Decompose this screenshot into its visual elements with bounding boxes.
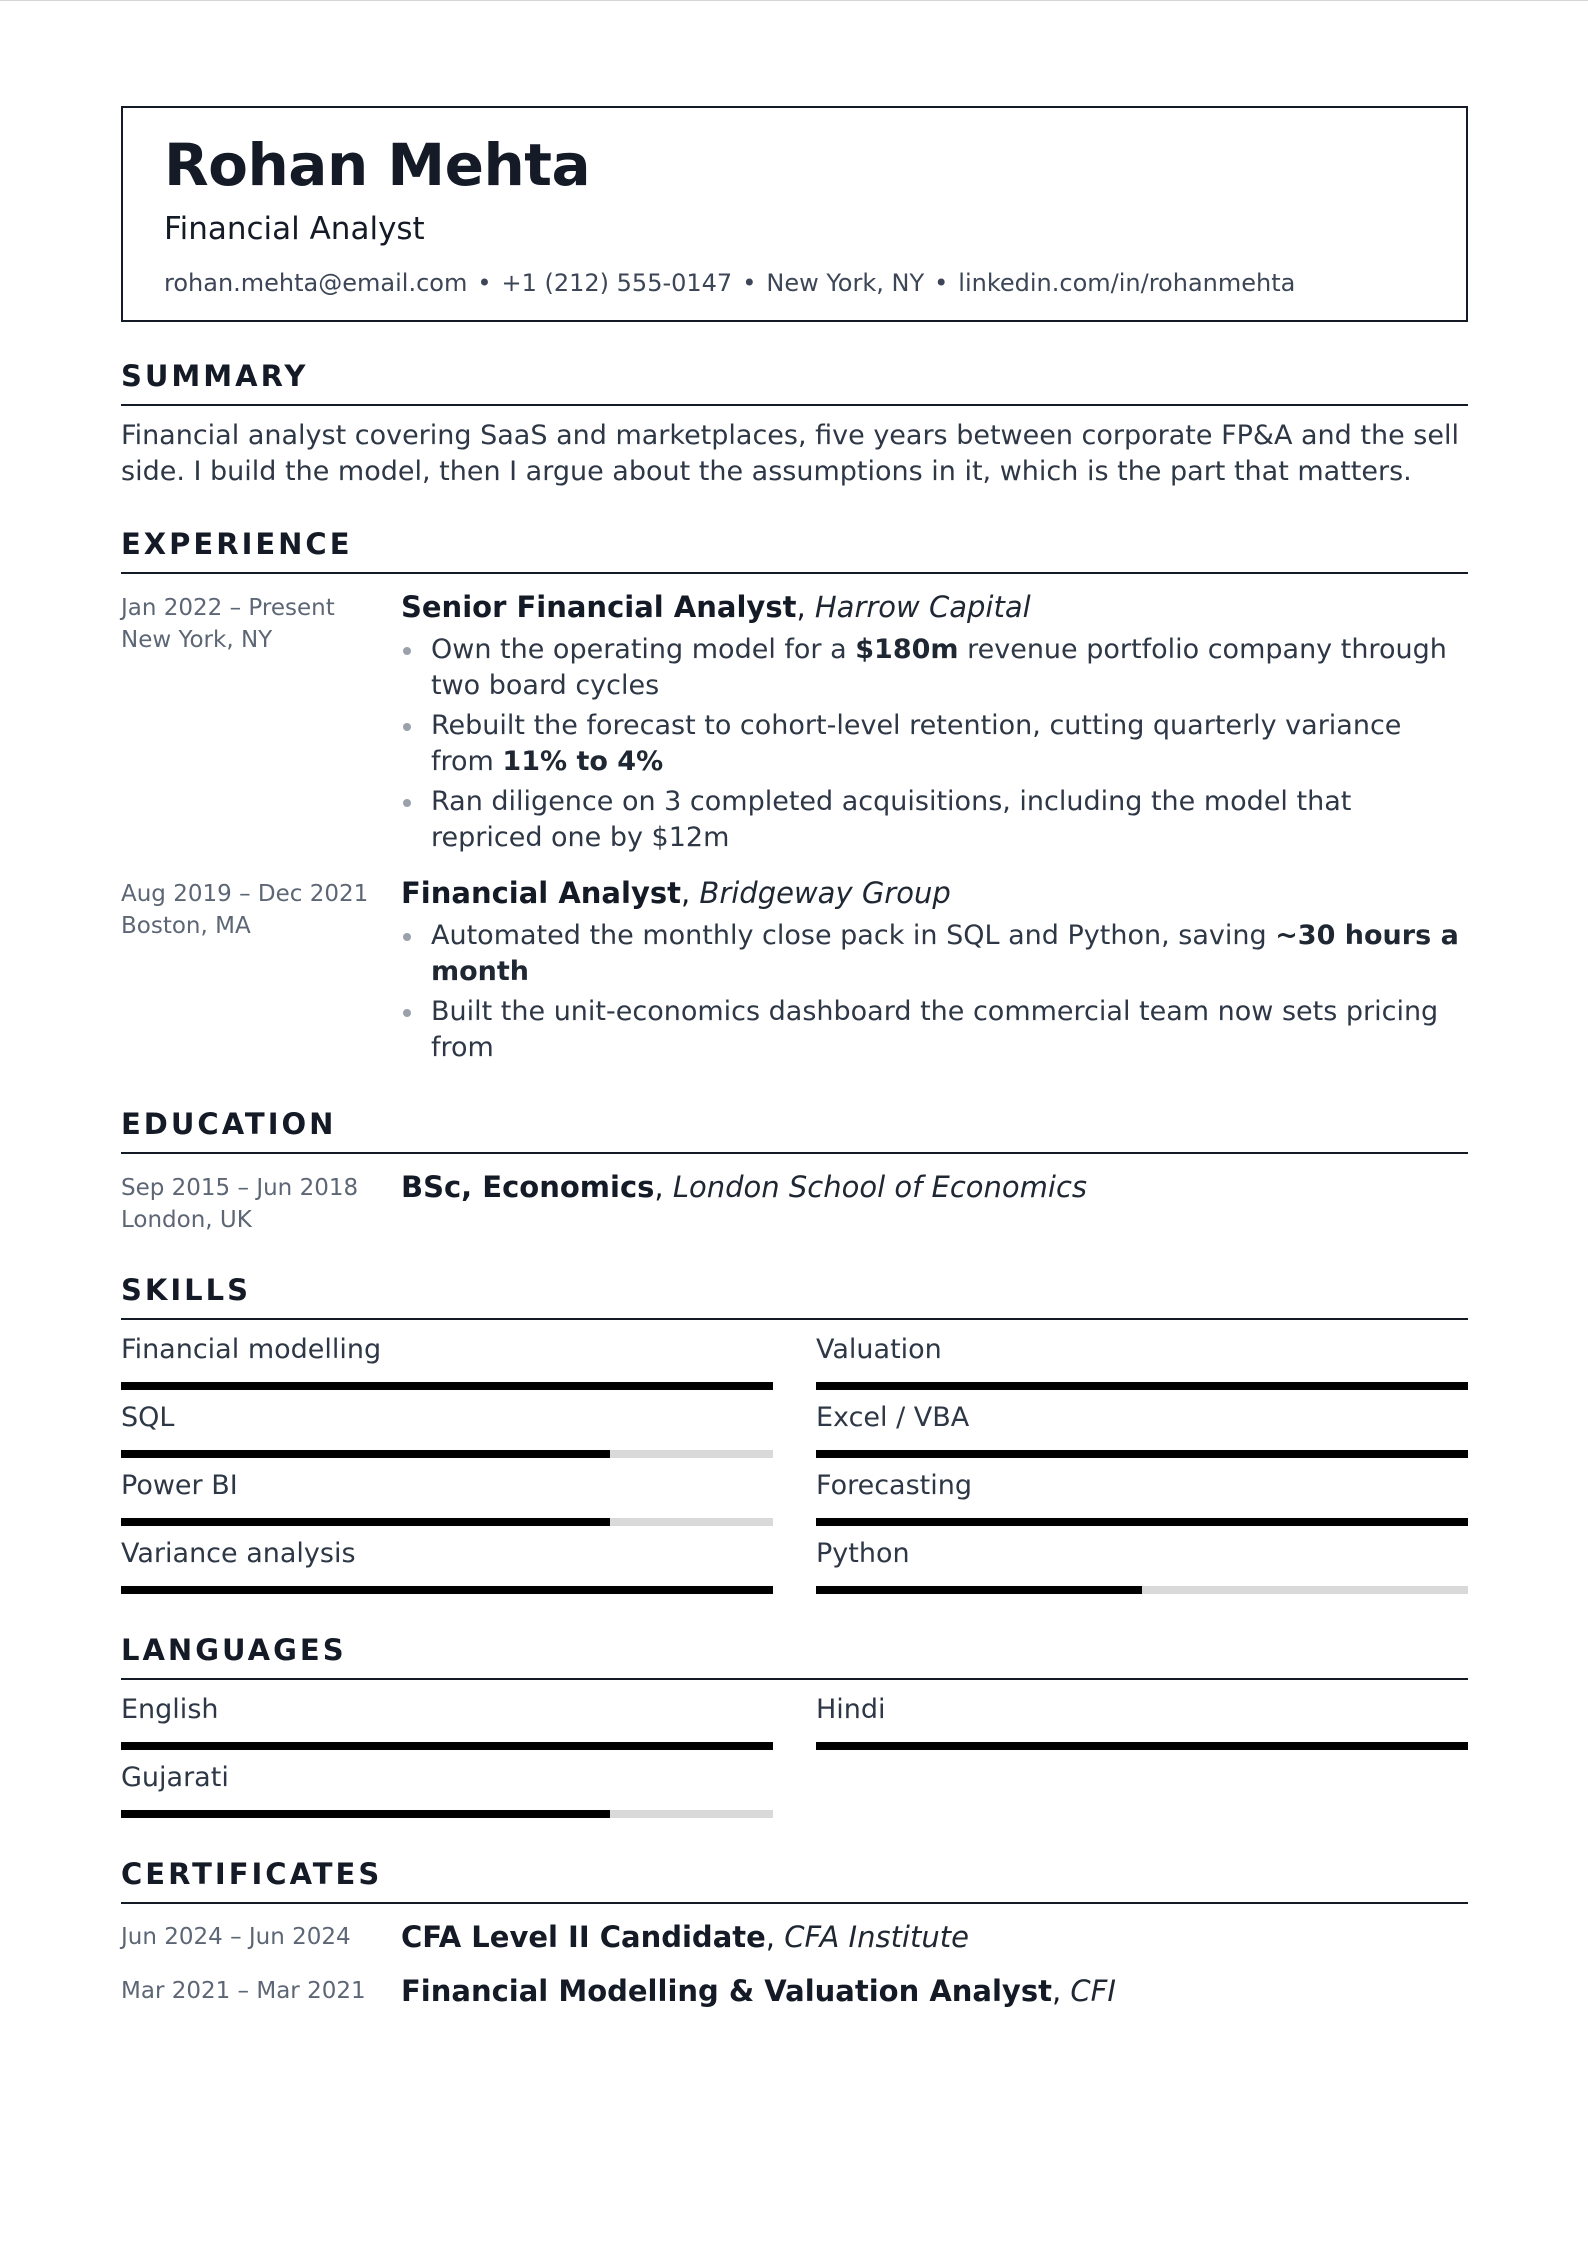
resume-page [121, 106, 1468, 2008]
entry-meta [121, 876, 401, 1070]
summary-section [121, 359, 1468, 490]
languages-section [121, 1633, 1468, 1830]
skill-item [121, 1402, 773, 1470]
contact-location: New York, NY [766, 269, 925, 297]
entry-role: BSc, Economics, London School of Economics [401, 1170, 1088, 1204]
certificates-section [121, 1857, 1468, 2008]
skill-label: Excel / VBA [816, 1402, 970, 1433]
contact-separator: • [934, 269, 949, 297]
experience-entry [121, 590, 1468, 860]
bullet-list [401, 918, 1468, 1066]
skill-bar-fill [121, 1518, 610, 1526]
section-heading: CERTIFICATES [121, 1860, 1468, 1904]
section-heading: LANGUAGES [121, 1636, 1468, 1680]
contact-email: rohan.mehta@email.com [164, 269, 468, 297]
skill-bar [121, 1382, 773, 1390]
degree-name: BSc, Economics [401, 1170, 655, 1204]
entry-body [401, 590, 1468, 860]
entry-dates: Jun 2024 – Jun 2024 [121, 1924, 351, 1950]
section-heading: SKILLS [121, 1276, 1468, 1320]
skill-bar-fill [816, 1586, 1142, 1594]
skill-bar-fill [121, 1450, 610, 1458]
skills-section [121, 1273, 1468, 1606]
skill-label: Power BI [121, 1470, 238, 1501]
language-label: Gujarati [121, 1762, 229, 1793]
entry-role: Financial Analyst, Bridgeway Group [401, 876, 951, 910]
skill-bar [816, 1450, 1468, 1458]
bullet-item: Own the operating model for a $180m revenue portfolio company through two board cycles [401, 632, 1468, 704]
candidate-name: Rohan Mehta [164, 131, 591, 199]
job-title: Financial Analyst [401, 876, 681, 910]
entry-meta [121, 1170, 401, 1236]
certificate-name: CFA Level II Candidate [401, 1920, 766, 1954]
entry-dates: Jan 2022 – Present [121, 595, 335, 621]
page-top-border [0, 0, 1588, 1]
language-item [121, 1762, 773, 1830]
bullet-item: Automated the monthly close pack in SQL and Python, saving ~30 hours a month [401, 918, 1468, 990]
skill-label: Python [816, 1538, 910, 1569]
resume-header [121, 106, 1468, 322]
skill-label: Financial modelling [121, 1334, 382, 1365]
language-bar-fill [121, 1742, 773, 1750]
candidate-title: Financial Analyst [164, 211, 425, 247]
contact-line [164, 271, 1466, 295]
language-bar-fill [121, 1810, 610, 1818]
entry-location: Boston, MA [121, 913, 251, 939]
skill-item [816, 1470, 1468, 1538]
language-item [816, 1694, 1468, 1762]
language-item [121, 1694, 773, 1762]
language-bar [121, 1810, 773, 1818]
skill-bar-fill [816, 1518, 1468, 1526]
skill-label: SQL [121, 1402, 175, 1433]
entry-dates: Aug 2019 – Dec 2021 [121, 881, 369, 907]
certificate-title: Financial Modelling & Valuation Analyst, CFI [401, 1974, 1116, 2008]
contact-separator: • [742, 269, 757, 297]
skill-bar [816, 1382, 1468, 1390]
entry-dates: Sep 2015 – Jun 2018 [121, 1175, 359, 1201]
skill-item [121, 1538, 773, 1606]
language-bar [121, 1742, 773, 1750]
contact-phone: +1 (212) 555-0147 [501, 269, 733, 297]
job-title: Senior Financial Analyst [401, 590, 797, 624]
bullet-item: Rebuilt the forecast to cohort-level retention, cutting quarterly variance from 11% to 4% [401, 708, 1468, 780]
skill-bar [816, 1518, 1468, 1526]
skill-item [816, 1402, 1468, 1470]
skill-bar-fill [121, 1586, 773, 1594]
skill-bar [121, 1586, 773, 1594]
bullet-list [401, 632, 1468, 856]
contact-separator: • [477, 269, 492, 297]
certificate-issuer: CFI [1070, 1974, 1116, 2008]
entry-body [401, 876, 1468, 1070]
certificate-title: CFA Level II Candidate, CFA Institute [401, 1920, 969, 1954]
education-section [121, 1107, 1468, 1236]
entry-dates: Mar 2021 – Mar 2021 [121, 1978, 366, 2004]
skill-bar [121, 1450, 773, 1458]
language-bar [816, 1742, 1468, 1750]
certificate-entry [121, 1974, 1468, 2008]
skill-bar-fill [816, 1450, 1468, 1458]
summary-text: Financial analyst covering SaaS and marketplaces, five years between corporate FP&A and the sell side. I build the model, then I argue about the assumptions in it, which is the part that matters. [121, 420, 1459, 487]
skill-label: Forecasting [816, 1470, 973, 1501]
skills-grid [121, 1334, 1468, 1606]
company-name: Bridgeway Group [699, 876, 951, 910]
section-heading: EXPERIENCE [121, 530, 1468, 574]
skill-bar-fill [816, 1382, 1468, 1390]
entry-location: New York, NY [121, 627, 273, 653]
contact-linkedin: linkedin.com/in/rohanmehta [958, 269, 1296, 297]
bullet-item: Ran diligence on 3 completed acquisitions, including the model that repriced one by $12m [401, 784, 1468, 856]
language-label: English [121, 1694, 219, 1725]
entry-body [401, 1170, 1468, 1236]
skill-label: Valuation [816, 1334, 942, 1365]
section-heading: EDUCATION [121, 1110, 1468, 1154]
section-heading: SUMMARY [121, 362, 1468, 406]
skill-bar-fill [121, 1382, 773, 1390]
experience-section [121, 527, 1468, 1070]
languages-grid [121, 1694, 1468, 1830]
school-name: London School of Economics [672, 1170, 1088, 1204]
company-name: Harrow Capital [814, 590, 1031, 624]
entry-role: Senior Financial Analyst, Harrow Capital [401, 590, 1031, 624]
education-entry [121, 1170, 1468, 1236]
entry-meta [121, 590, 401, 860]
bullet-item: Built the unit-economics dashboard the commercial team now sets pricing from [401, 994, 1468, 1066]
skill-item [121, 1470, 773, 1538]
entry-location: London, UK [121, 1207, 252, 1233]
skill-item [816, 1538, 1468, 1606]
skill-item [121, 1334, 773, 1402]
language-bar-fill [816, 1742, 1468, 1750]
certificate-issuer: CFA Institute [784, 1920, 969, 1954]
experience-entry [121, 876, 1468, 1070]
skill-label: Variance analysis [121, 1538, 356, 1569]
language-label: Hindi [816, 1694, 886, 1725]
certificate-entry [121, 1920, 1468, 1954]
skill-bar [121, 1518, 773, 1526]
certificate-name: Financial Modelling & Valuation Analyst [401, 1974, 1052, 2008]
skill-bar [816, 1586, 1468, 1594]
skill-item [816, 1334, 1468, 1402]
